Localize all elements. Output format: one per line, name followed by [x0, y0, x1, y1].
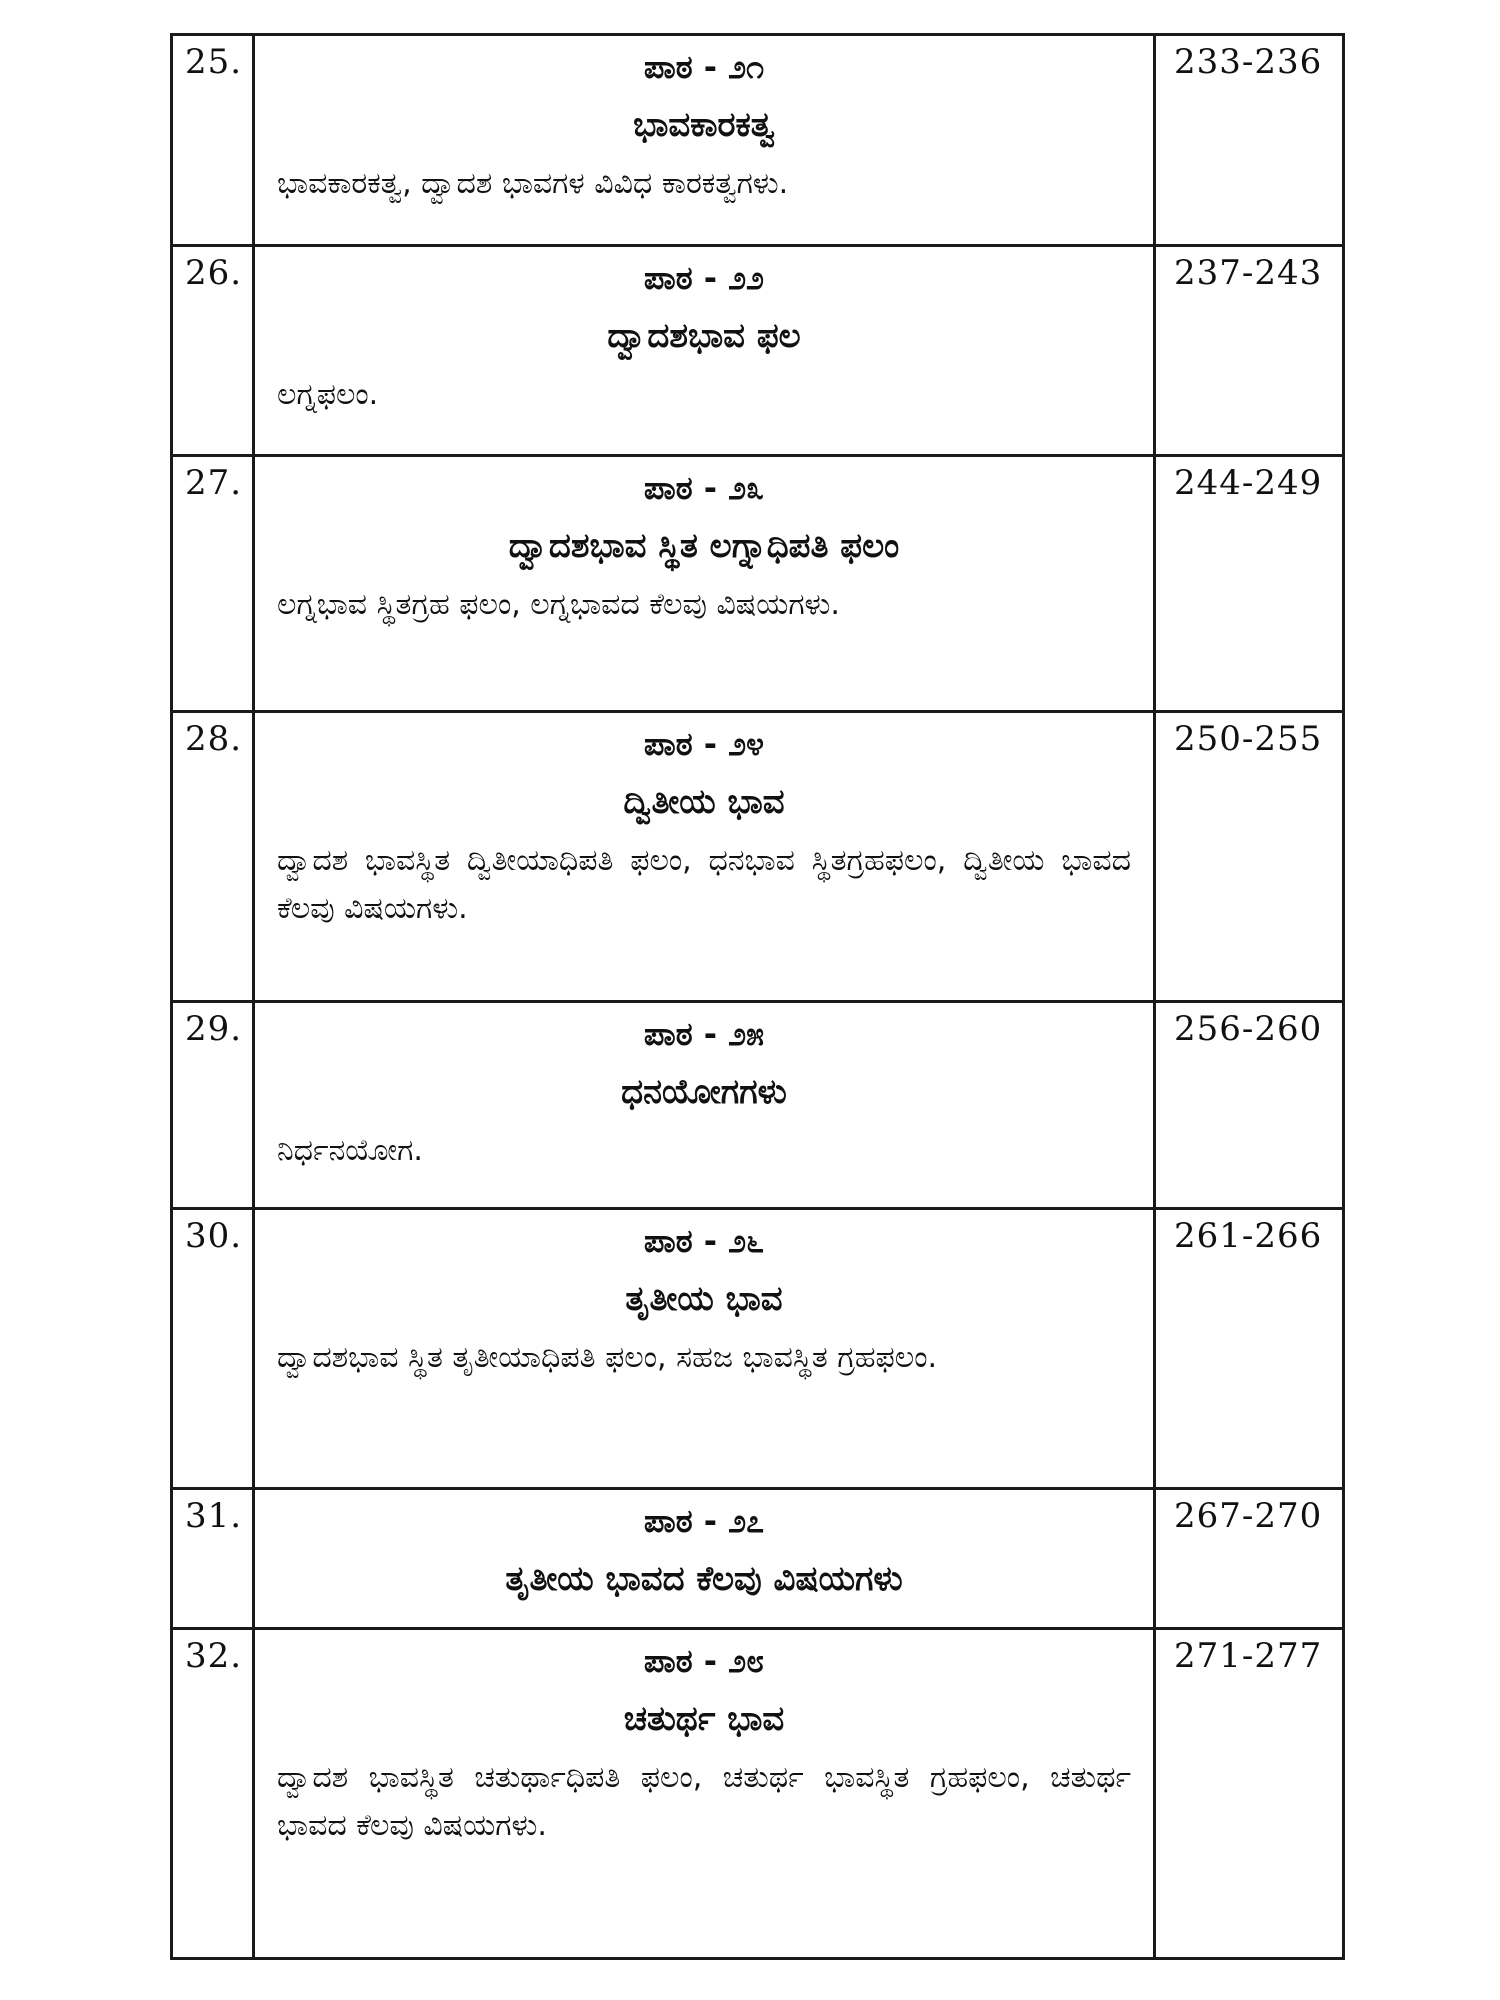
- page-range: 267-270: [1174, 1496, 1323, 1536]
- lesson-title: ಧನಯೋಗಗಳು: [621, 1072, 787, 1112]
- page-range: 244-249: [1174, 463, 1323, 503]
- row-number: 28.: [173, 713, 255, 1000]
- toc-row: [173, 1210, 1342, 1490]
- page-range: 261-266: [1174, 1216, 1323, 1256]
- lesson-title: ದ್ವಾದಶಭಾವ ಫಲ: [607, 316, 801, 356]
- row-content: [255, 713, 1156, 1000]
- row-content: [255, 457, 1156, 710]
- toc-row: [173, 36, 1342, 247]
- lesson-description: ದ್ವಾದಶಭಾವ ಸ್ಥಿತ ತೃತೀಯಾಧಿಪತಿ ಫಲಂ, ಸಹಜ ಭಾವಸ್ಥಿತ ಗ್ರಹಫಲಂ.: [277, 1340, 938, 1375]
- lesson-description: ನಿರ್ಧನಯೋಗ.: [277, 1133, 423, 1168]
- row-number: 32.: [173, 1630, 255, 1957]
- lesson-title: ದ್ವಿತೀಯ ಭಾವ: [623, 782, 785, 822]
- page-range: 250-255: [1174, 719, 1323, 759]
- toc-row: [173, 1003, 1342, 1210]
- lesson-number: ಪಾಠ - ೨೬: [643, 1222, 765, 1260]
- lesson-description: ಲಗ್ನಫಲಂ.: [277, 377, 379, 412]
- row-content: [255, 247, 1156, 454]
- toc-row: [173, 713, 1342, 1003]
- row-number: 30.: [173, 1210, 255, 1487]
- row-content: [255, 36, 1156, 244]
- row-content: [255, 1630, 1156, 1957]
- lesson-description: ದ್ವಾದಶ ಭಾವಸ್ಥಿತ ದ್ವಿತೀಯಾಧಿಪತಿ ಫಲಂ, ಧನಭಾವ ಸ್ಥಿತಗ್ರಹಫಲಂ, ದ್ವಿತೀಯ ಭಾವದ ಕೆಲವು ವಿಷಯಗಳು.: [277, 843, 1131, 926]
- lesson-title: ತೃತೀಯ ಭಾವದ ಕೆಲವು ವಿಷಯಗಳು: [505, 1559, 903, 1599]
- lesson-number: ಪಾಠ - ೨೨: [643, 259, 765, 297]
- lesson-title: ತೃತೀಯ ಭಾವ: [625, 1279, 783, 1319]
- lesson-description: ಲಗ್ನಭಾವ ಸ್ಥಿತಗ್ರಹ ಫಲಂ, ಲಗ್ನಭಾವದ ಕೆಲವು ವಿಷಯಗಳು.: [277, 587, 840, 622]
- lesson-description: ದ್ವಾದಶ ಭಾವಸ್ಥಿತ ಚತುರ್ಥಾಧಿಪತಿ ಫಲಂ, ಚತುರ್ಥ ಭಾವಸ್ಥಿತ ಗ್ರಹಫಲಂ, ಚತುರ್ಥ ಭಾವದ ಕೆಲವು ವಿಷಯಗಳು.: [277, 1760, 1131, 1843]
- lesson-description: ಭಾವಕಾರಕತ್ವ, ದ್ವಾದಶ ಭಾವಗಳ ವಿವಿಧ ಕಾರಕತ್ವಗಳು.: [277, 166, 789, 201]
- toc-row: [173, 457, 1342, 713]
- lesson-number: ಪಾಠ - ೨೭: [643, 1502, 765, 1540]
- lesson-number: ಪಾಠ - ೨೩: [643, 469, 765, 507]
- toc-row: [173, 1490, 1342, 1630]
- row-number: 27.: [173, 457, 255, 710]
- lesson-number: ಪಾಠ - ೨೧: [643, 48, 765, 86]
- page-range: 233-236: [1174, 42, 1323, 82]
- toc-row: [173, 1630, 1342, 1957]
- lesson-title: ಭಾವಕಾರಕತ್ವ: [633, 105, 775, 145]
- row-number: 26.: [173, 247, 255, 454]
- row-content: [255, 1210, 1156, 1487]
- lesson-number: ಪಾಠ - ೨೪: [643, 725, 765, 763]
- lesson-title: ಚತುರ್ಥ ಭಾವ: [623, 1699, 785, 1739]
- row-content: [255, 1490, 1156, 1627]
- lesson-number: ಪಾಠ - ೨೮: [643, 1642, 765, 1680]
- lesson-number: ಪಾಠ - ೨೫: [643, 1015, 765, 1053]
- row-content: [255, 1003, 1156, 1207]
- row-number: 31.: [173, 1490, 255, 1627]
- lesson-title: ದ್ವಾದಶಭಾವ ಸ್ಥಿತ ಲಗ್ನಾಧಿಪತಿ ಫಲಂ: [508, 526, 900, 566]
- row-number: 29.: [173, 1003, 255, 1207]
- page-range: 256-260: [1174, 1009, 1323, 1049]
- page-range: 271-277: [1174, 1636, 1323, 1676]
- toc-row: [173, 247, 1342, 457]
- table-of-contents: [170, 33, 1345, 1960]
- page-range: 237-243: [1174, 253, 1323, 293]
- row-number: 25.: [173, 36, 255, 244]
